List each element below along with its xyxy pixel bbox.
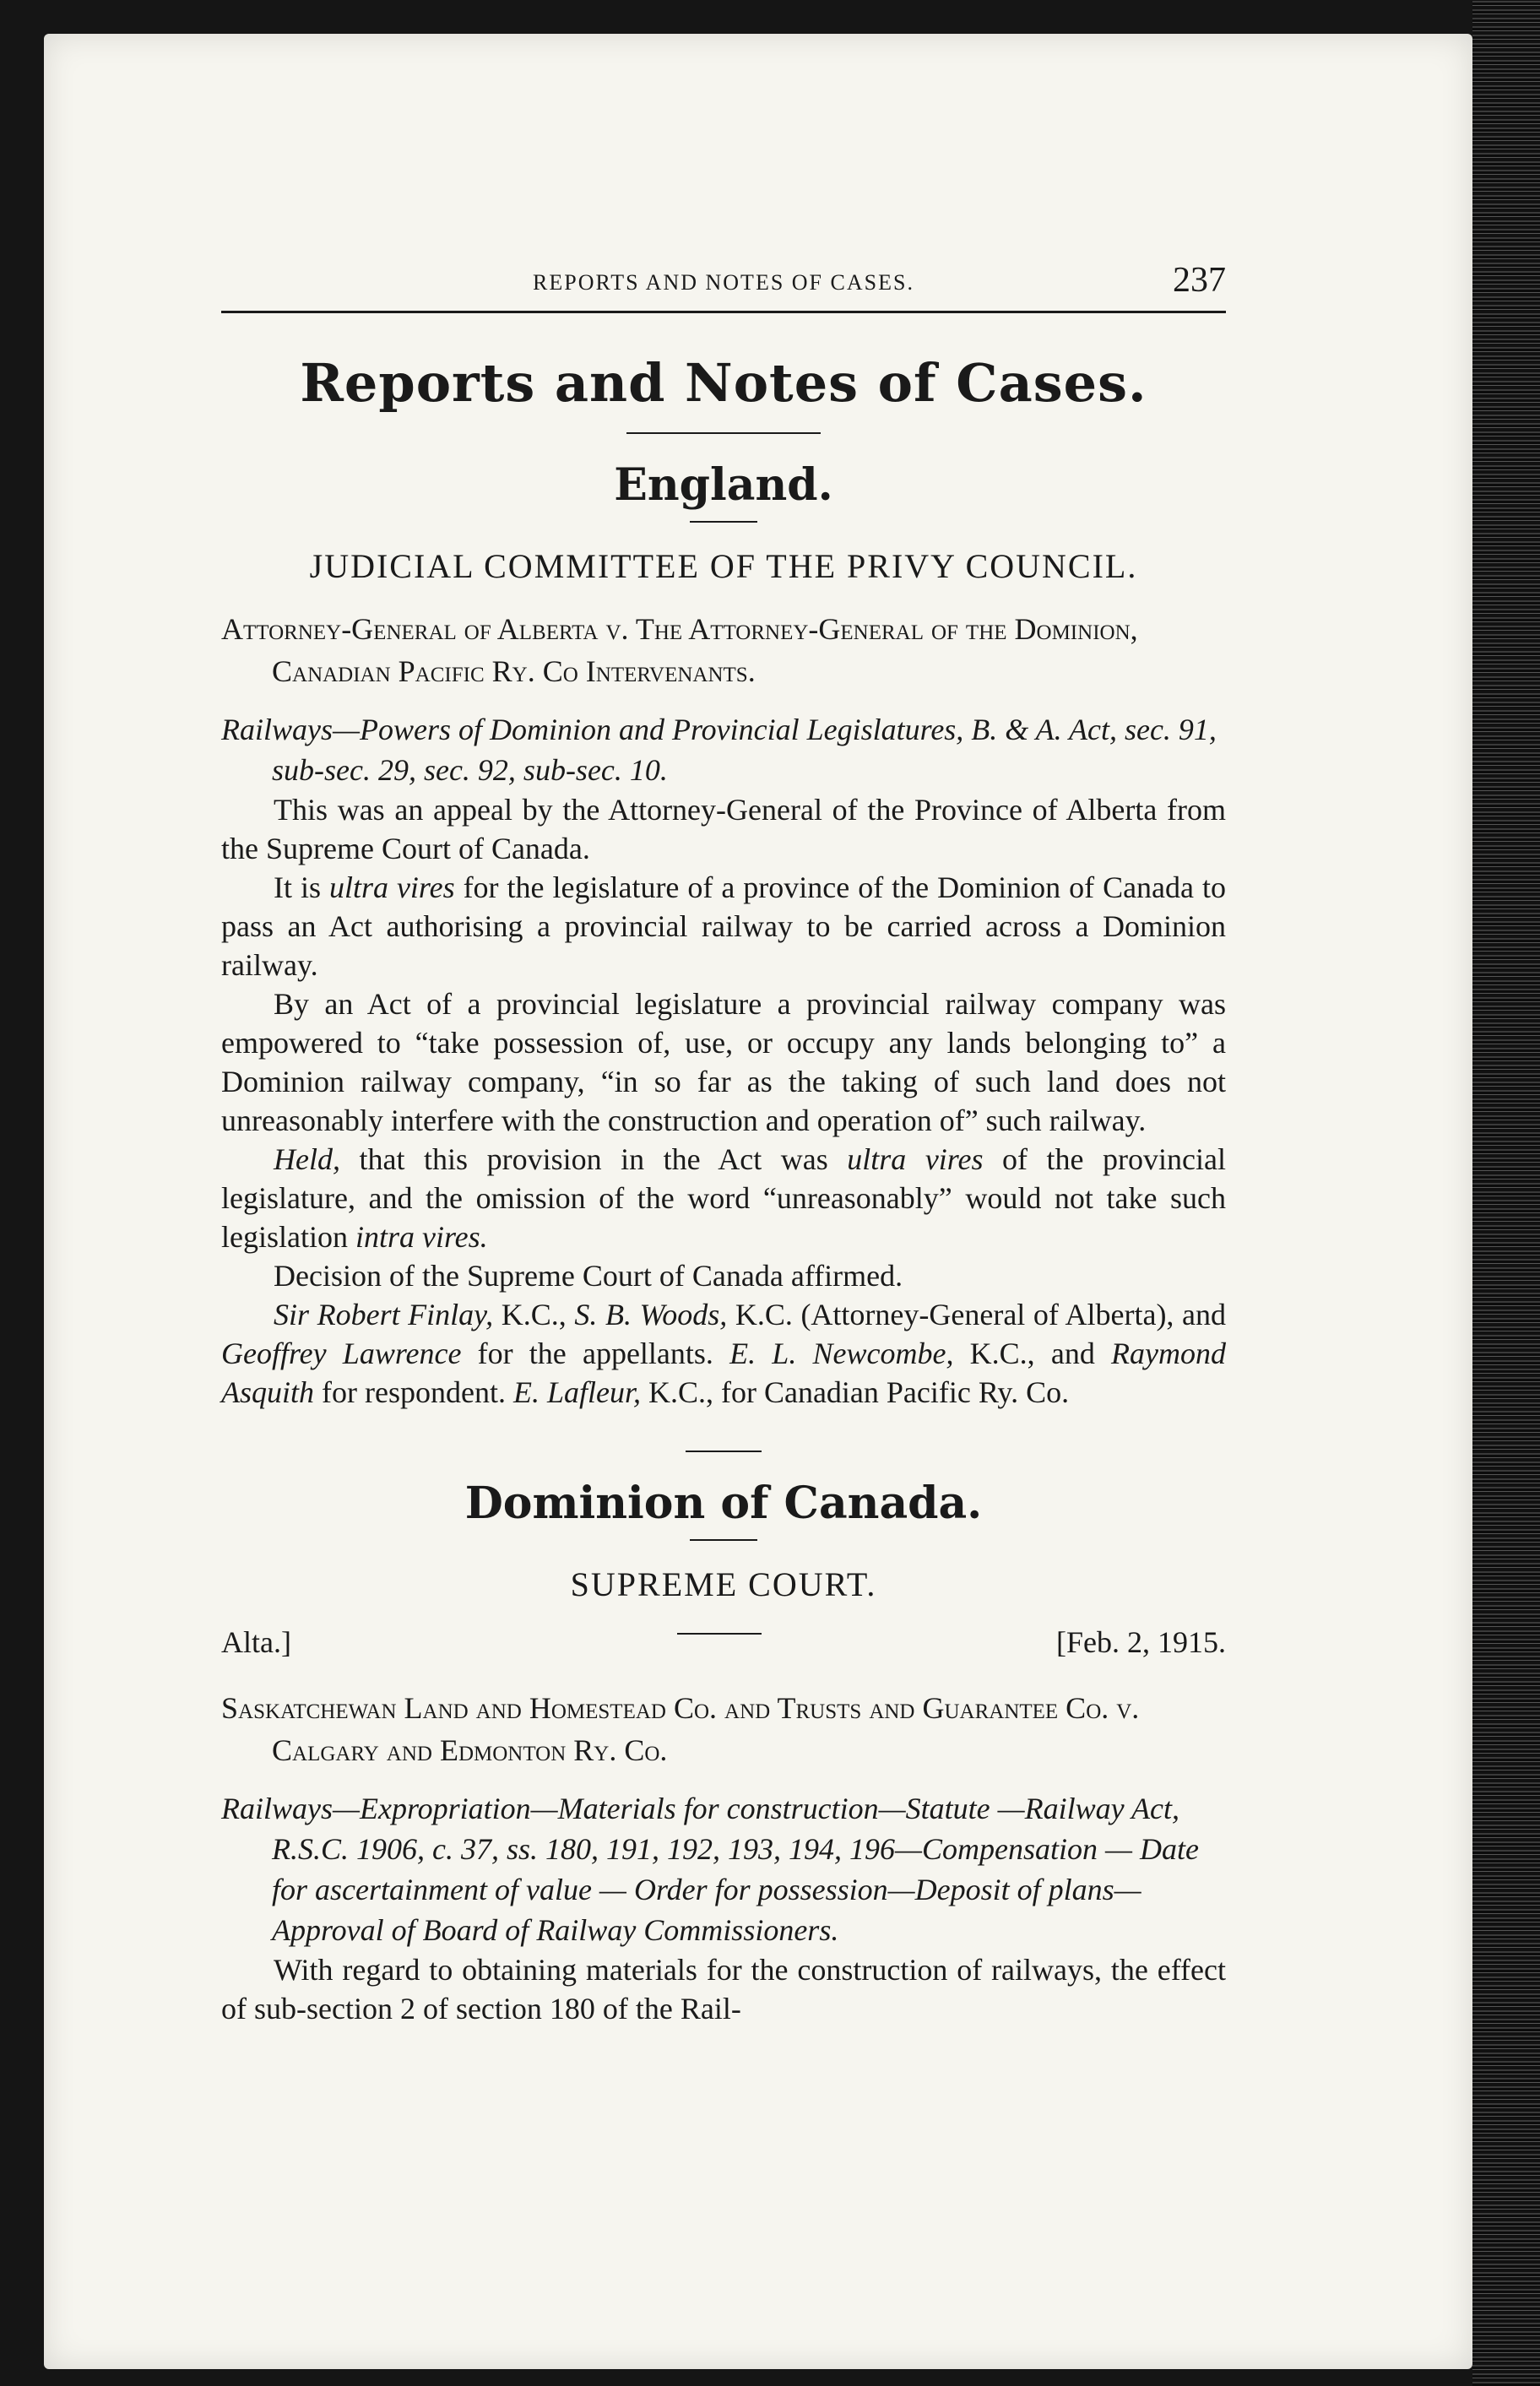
england-paragraph-5: Decision of the Supreme Court of Canada affirmed. [274, 1259, 903, 1293]
section-title: Reports and Notes of Cases. [300, 352, 1147, 414]
canada-catchwords: Railways—Expropriation—Materials for construction—Statute —Railway Act, R.S.C. 1906, c. 37, ss. 180, 191, 192, 193, 194, 196—Compensation — Date for ascertainment of value — Order for possession—Deposit of plans—Approval of Board of Railway Commissioners. [221, 1792, 1199, 1947]
counsel-name: Raymond Asquith [221, 1337, 1226, 1409]
canada-case-name: Saskatchewan Land and Homestead Co. and Trusts and Guarantee Co. v. Calgary and Edmonton Ry. Co. [221, 1691, 1140, 1767]
text-run: It is [274, 870, 329, 904]
province: Alta.] [221, 1625, 291, 1659]
england-catchwords: Railways—Powers of Dominion and Provincial Legislatures, B. & A. Act, sec. 91, sub-sec. 29, sec. 92, sub-sec. 10. [221, 713, 1217, 787]
counsel-name: E. L. Newcombe, [729, 1337, 954, 1370]
canada-paragraph-1: With regard to obtaining materials for the construction of railways, the effect of sub-section 2 of section 180 of the Rail- [221, 1953, 1226, 2025]
canada-heading: Dominion of Canada. [464, 1478, 983, 1529]
england-paragraph-4 [221, 1140, 1226, 1256]
text-run: K.C., for Canadian Pacific Ry. Co. [640, 1375, 1070, 1409]
header-rule [221, 311, 1226, 313]
text-run: for respondent. [314, 1375, 513, 1409]
text-run: of the provincial legislature, and the omission of the word “unreasonably” would not take such legislation [221, 1142, 1227, 1254]
page-content [221, 253, 1226, 2028]
england-paragraph-2 [221, 868, 1226, 984]
text-run: K.C. (Attorney-General of Alberta), and [727, 1298, 1227, 1331]
text-run: K.C., and [953, 1337, 1112, 1370]
text-run-italic: ultra vires [847, 1142, 984, 1176]
england-court: JUDICIAL COMMITTEE OF THE PRIVY COUNCIL. [309, 547, 1138, 585]
scan-edge [1472, 0, 1540, 2386]
canada-court: SUPREME COURT. [570, 1565, 877, 1603]
england-paragraph-1: This was an appeal by the Attorney-General of the Province of Alberta from the Supreme Court of Canada. [221, 793, 1226, 865]
case-date-line [221, 1624, 1226, 1665]
england-paragraph-3: By an Act of a provincial legislature a provincial railway company was empowered to “take possession of, use, or occupy any lands belonging to” a Dominion railway company, “in so far as the taking of such land does not unreasonably interfere with the construction and operation of” such railway. [221, 987, 1226, 1137]
decision-date: [Feb. 2, 1915. [1056, 1625, 1226, 1659]
text-run: that this provision in the Act was [339, 1142, 848, 1176]
counsel-name: Sir Robert Finlay, [274, 1298, 494, 1331]
divider [626, 432, 821, 434]
divider [677, 1633, 762, 1635]
divider [690, 1539, 757, 1541]
text-run-italic: ultra vires [328, 870, 455, 904]
running-head [221, 253, 1226, 304]
text-run-italic: Held, [274, 1142, 340, 1176]
text-run: for the legislature of a province of the Dominion of Canada to pass an Act authorising a provincial railway to be carried across a Dominion railway. [221, 870, 1226, 982]
page-number: 237 [1173, 261, 1226, 300]
england-case-name: Attorney-General of Alberta v. The Attorney-General of the Dominion, Canadian Pacific Ry. Co Intervenants. [221, 612, 1138, 688]
running-title: REPORTS AND NOTES OF CASES. [533, 270, 914, 295]
text-run: K.C., [493, 1298, 575, 1331]
counsel-name: E. Lafleur, [512, 1375, 641, 1409]
divider [690, 521, 757, 523]
counsel-name: Geoffrey Lawrence [221, 1337, 462, 1370]
england-heading: England. [614, 459, 833, 511]
england-counsel [221, 1295, 1226, 1412]
divider [686, 1451, 762, 1452]
text-run-italic: intra vires. [355, 1220, 488, 1254]
counsel-name: S. B. Woods, [574, 1298, 728, 1331]
text-run: for the appellants. [461, 1337, 730, 1370]
